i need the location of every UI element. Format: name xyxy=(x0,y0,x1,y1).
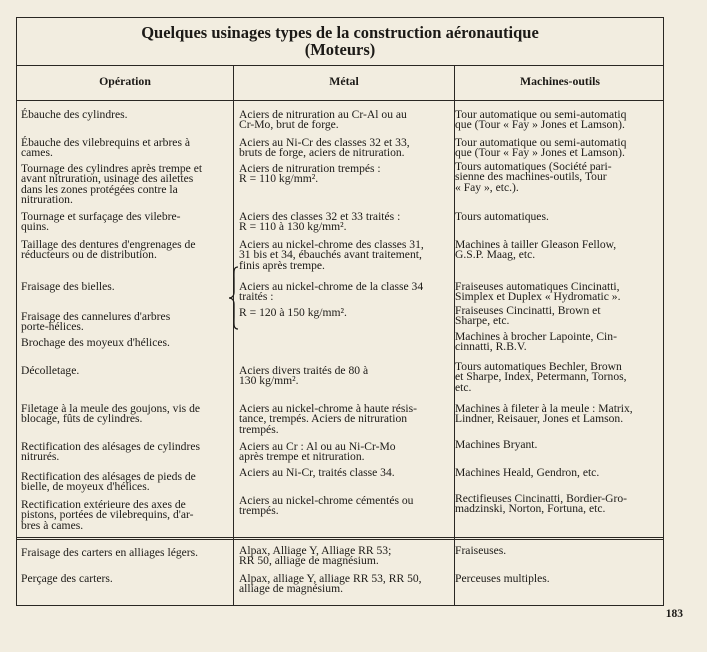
machines-cell: Fraiseuses automatiques Cincinatti, Simplex et Duplex « Hydromatic ». xyxy=(455,280,621,304)
column-divider-1 xyxy=(233,65,234,606)
operation-cell: Rectification extérieure des axes de pistons, portées de vilebrequins, d'ar- bres à cames. xyxy=(21,498,194,532)
metal-cell: Aciers de nitruration au Cr-Al ou au Cr-Mo, brut de forge. xyxy=(239,108,407,132)
page-number: 183 xyxy=(665,608,683,620)
metal-cell: Aciers au Cr : Al ou au Ni-Cr-Mo après trempe et nitruration. xyxy=(239,440,396,464)
metal-cell: Aciers au nickel-chrome à haute résis- tance, trempés. Aciers de nitruration trempés. xyxy=(239,402,418,436)
metal-cell: R = 120 à 150 kg/mm². xyxy=(239,306,347,319)
operation-cell: Fraisage des cannelures d'arbres porte-hélices. xyxy=(21,310,171,334)
metal-cell: Aciers au nickel-chrome cémentés ou trempés. xyxy=(239,494,414,518)
machines-cell: Tour automatique ou semi-automatiq que (Tour « Fay » Jones et Lamson). xyxy=(455,108,627,132)
metal-cell: Aciers au Ni-Cr, traités classe 34. xyxy=(239,466,395,479)
section-divider xyxy=(17,537,663,538)
metal-cell: Aciers de nitruration trempés : R = 110 kg/mm². xyxy=(239,162,381,186)
metal-cell: Alpax, alliage Y, alliage RR 53, RR 50, alliage de magnésium. xyxy=(239,572,422,596)
metal-cell: Aciers au Ni-Cr des classes 32 et 33, bruts de forge, aciers de nitruration. xyxy=(239,136,410,160)
operation-cell: Rectification des alésages de cylindres nitrurés. xyxy=(21,440,200,464)
operation-cell: Filetage à la meule des goujons, vis de blocage, fûts de cylindres. xyxy=(21,402,201,426)
table-frame xyxy=(16,17,664,606)
machines-cell: Tours automatiques Bechler, Brown et Sharpe, Index, Petermann, Tornos, etc. xyxy=(455,360,627,394)
machines-cell: Fraiseuses Cincinatti, Brown et Sharpe, etc. xyxy=(455,304,601,328)
grouping-brace xyxy=(228,266,240,330)
operation-cell: Tournage des cylindres après trempe et avant nitruration, usinage des ailettes dans les zones protégées contre la nitruration. xyxy=(21,162,203,207)
machines-cell: Machines Bryant. xyxy=(455,438,538,451)
operation-cell: Ébauche des cylindres. xyxy=(21,108,128,121)
header-operation: Opération xyxy=(99,74,151,88)
machines-cell: Machines Heald, Gendron, etc. xyxy=(455,466,600,479)
machines-cell: Tours automatiques. xyxy=(455,210,549,223)
title-line: Quelques usinages types de la construction aéronautique xyxy=(141,23,539,42)
operation-cell: Décolletage. xyxy=(21,364,80,377)
machines-cell: Machines à brocher Lapointe, Cin- cinnatti, R.B.V. xyxy=(455,330,617,354)
operation-cell: Perçage des carters. xyxy=(21,572,113,585)
header-machines: Machines-outils xyxy=(520,74,600,88)
machines-cell: Machines à tailler Gleason Fellow, G.S.P. Maag, etc. xyxy=(455,238,617,262)
machines-cell: Tours automatiques (Société pari- sienne des machines-outils, Tour « Fay », etc.). xyxy=(455,160,612,194)
machines-cell: Tour automatique ou semi-automatiq que (Tour « Fay » Jones et Lamson). xyxy=(455,136,627,160)
metal-cell: Aciers au nickel-chrome de la classe 34 traités : xyxy=(239,280,424,304)
header-metal: Métal xyxy=(329,74,359,88)
metal-cell: Alpax, Alliage Y, Alliage RR 53; RR 50, alliage de magnésium. xyxy=(239,544,392,568)
machines-cell: Perceuses multiples. xyxy=(455,572,550,585)
operation-cell: Fraisage des bielles. xyxy=(21,280,115,293)
operation-cell: Fraisage des carters en alliages légers. xyxy=(21,546,199,559)
header-divider xyxy=(17,100,663,101)
metal-cell: Aciers divers traités de 80 à 130 kg/mm². xyxy=(239,364,369,388)
operation-cell: Taillage des dentures d'engrenages de réducteurs ou de distribution. xyxy=(21,238,196,262)
metal-cell: Aciers des classes 32 et 33 traités : R = 110 à 130 kg/mm². xyxy=(239,210,401,234)
machines-cell: Rectifieuses Cincinatti, Bordier-Gro- madzinski, Norton, Fortuna, etc. xyxy=(455,492,628,516)
machines-cell: Machines à fileter à la meule : Matrix, Lindner, Reisauer, Jones et Lamson. xyxy=(455,402,633,426)
page-title xyxy=(17,24,663,58)
machines-cell: Fraiseuses. xyxy=(455,544,507,557)
operation-cell: Rectification des alésages de pieds de bielle, de moyeux d'hélices. xyxy=(21,470,196,494)
operation-cell: Brochage des moyeux d'hélices. xyxy=(21,336,170,349)
section-divider-2 xyxy=(17,539,663,540)
subtitle-line: (Moteurs) xyxy=(304,40,376,59)
metal-cell: Aciers au nickel-chrome des classes 31, 31 bis et 34, ébauchés avant traitement, finis après trempe. xyxy=(239,238,424,272)
operation-cell: Ébauche des vilebrequins et arbres à cames. xyxy=(21,136,191,160)
title-divider xyxy=(17,65,663,66)
operation-cell: Tournage et surfaçage des vilebre- quins. xyxy=(21,210,181,234)
